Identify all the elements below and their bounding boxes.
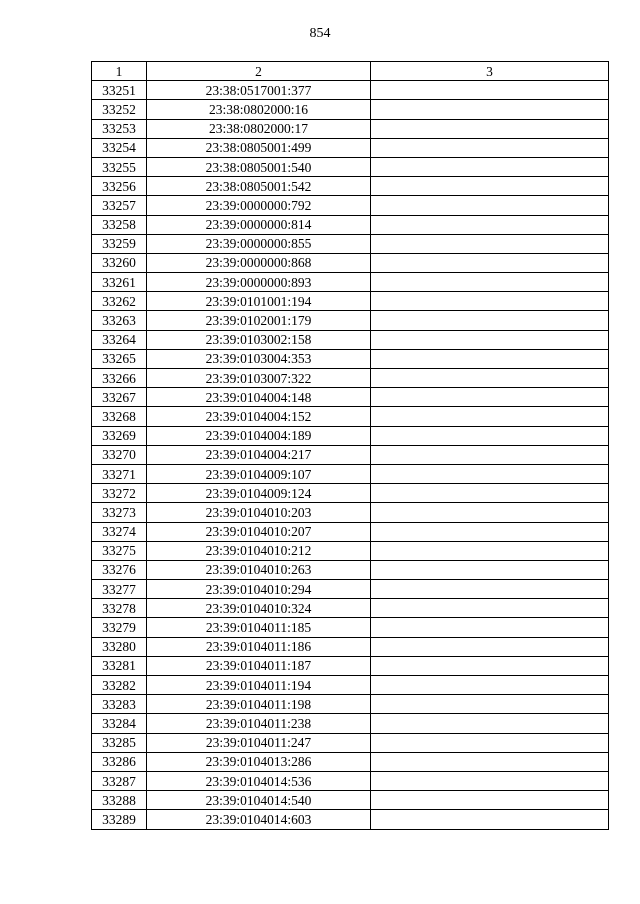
notes-cell [371, 157, 609, 176]
cadastral-number-cell: 23:39:0104011:247 [147, 733, 371, 752]
column-header-cadastral-number: 2 [147, 62, 371, 81]
notes-cell [371, 196, 609, 215]
page-number: 854 [309, 26, 331, 41]
table-row [92, 656, 609, 675]
row-number-cell: 33286 [92, 752, 147, 771]
table-row [92, 771, 609, 790]
row-number-cell: 33257 [92, 196, 147, 215]
notes-cell [371, 177, 609, 196]
notes-cell [371, 695, 609, 714]
cadastral-number-cell: 23:39:0101001:194 [147, 292, 371, 311]
row-number-cell: 33268 [92, 407, 147, 426]
notes-cell [371, 100, 609, 119]
table-row [92, 119, 609, 138]
notes-cell [371, 349, 609, 368]
row-number-cell: 33252 [92, 100, 147, 119]
cadastral-number-cell: 23:39:0104010:207 [147, 522, 371, 541]
notes-cell [371, 599, 609, 618]
cadastral-number-cell: 23:39:0104004:148 [147, 388, 371, 407]
cadastral-number-cell: 23:38:0805001:499 [147, 138, 371, 157]
notes-cell [371, 292, 609, 311]
row-number-cell: 33287 [92, 771, 147, 790]
table-row [92, 426, 609, 445]
table-row [92, 503, 609, 522]
registry-table [91, 61, 609, 830]
cadastral-number-cell: 23:39:0104010:212 [147, 541, 371, 560]
notes-cell [371, 541, 609, 560]
notes-cell [371, 656, 609, 675]
cadastral-number-cell: 23:39:0104011:238 [147, 714, 371, 733]
table-row [92, 292, 609, 311]
table-row [92, 273, 609, 292]
row-number-cell: 33253 [92, 119, 147, 138]
notes-cell [371, 369, 609, 388]
notes-cell [371, 330, 609, 349]
table-row [92, 253, 609, 272]
row-number-cell: 33276 [92, 560, 147, 579]
table-body [92, 81, 609, 829]
row-number-cell: 33275 [92, 541, 147, 560]
notes-cell [371, 752, 609, 771]
table-header [92, 62, 609, 81]
row-number-cell: 33284 [92, 714, 147, 733]
cadastral-number-cell: 23:39:0104004:189 [147, 426, 371, 445]
cadastral-number-cell: 23:39:0104010:203 [147, 503, 371, 522]
notes-cell [371, 560, 609, 579]
table-row [92, 369, 609, 388]
cadastral-number-cell: 23:39:0103004:353 [147, 349, 371, 368]
row-number-cell: 33266 [92, 369, 147, 388]
notes-cell [371, 733, 609, 752]
table-row [92, 714, 609, 733]
notes-cell [371, 119, 609, 138]
row-number-cell: 33274 [92, 522, 147, 541]
cadastral-number-cell: 23:39:0104014:603 [147, 810, 371, 829]
column-header-notes: 3 [371, 62, 609, 81]
table-row [92, 215, 609, 234]
row-number-cell: 33255 [92, 157, 147, 176]
notes-cell [371, 771, 609, 790]
row-number-cell: 33262 [92, 292, 147, 311]
notes-cell [371, 791, 609, 810]
cadastral-number-cell: 23:39:0104011:185 [147, 618, 371, 637]
cadastral-number-cell: 23:38:0802000:17 [147, 119, 371, 138]
row-number-cell: 33256 [92, 177, 147, 196]
cadastral-number-cell: 23:39:0104010:263 [147, 560, 371, 579]
notes-cell [371, 522, 609, 541]
table-row [92, 752, 609, 771]
row-number-cell: 33261 [92, 273, 147, 292]
notes-cell [371, 215, 609, 234]
notes-cell [371, 676, 609, 695]
table-row [92, 157, 609, 176]
notes-cell [371, 637, 609, 656]
notes-cell [371, 445, 609, 464]
row-number-cell: 33283 [92, 695, 147, 714]
cadastral-number-cell: 23:39:0000000:855 [147, 234, 371, 253]
cadastral-number-cell: 23:39:0104014:536 [147, 771, 371, 790]
row-number-cell: 33269 [92, 426, 147, 445]
table-row [92, 177, 609, 196]
cadastral-number-cell: 23:39:0104013:286 [147, 752, 371, 771]
cadastral-number-cell: 23:38:0805001:542 [147, 177, 371, 196]
cadastral-number-cell: 23:39:0104010:294 [147, 580, 371, 599]
table-row [92, 349, 609, 368]
row-number-cell: 33254 [92, 138, 147, 157]
table-row [92, 407, 609, 426]
table-row [92, 484, 609, 503]
cadastral-number-cell: 23:39:0104011:186 [147, 637, 371, 656]
cadastral-number-cell: 23:39:0102001:179 [147, 311, 371, 330]
table-row [92, 637, 609, 656]
cadastral-number-cell: 23:39:0103007:322 [147, 369, 371, 388]
table-row [92, 522, 609, 541]
row-number-cell: 33278 [92, 599, 147, 618]
cadastral-number-cell: 23:39:0000000:792 [147, 196, 371, 215]
table-row [92, 791, 609, 810]
cadastral-number-cell: 23:38:0805001:540 [147, 157, 371, 176]
row-number-cell: 33270 [92, 445, 147, 464]
cadastral-number-cell: 23:39:0103002:158 [147, 330, 371, 349]
header-row [92, 62, 609, 81]
row-number-cell: 33259 [92, 234, 147, 253]
cadastral-number-cell: 23:38:0802000:16 [147, 100, 371, 119]
cadastral-number-cell: 23:39:0104009:107 [147, 464, 371, 483]
notes-cell [371, 714, 609, 733]
notes-cell [371, 464, 609, 483]
table-row [92, 445, 609, 464]
cadastral-number-cell: 23:39:0000000:868 [147, 253, 371, 272]
row-number-cell: 33279 [92, 618, 147, 637]
row-number-cell: 33277 [92, 580, 147, 599]
table-row [92, 464, 609, 483]
notes-cell [371, 81, 609, 100]
notes-cell [371, 388, 609, 407]
table-row [92, 388, 609, 407]
row-number-cell: 33264 [92, 330, 147, 349]
table-row [92, 560, 609, 579]
table-row [92, 580, 609, 599]
cadastral-number-cell: 23:38:0517001:377 [147, 81, 371, 100]
row-number-cell: 33288 [92, 791, 147, 810]
row-number-cell: 33289 [92, 810, 147, 829]
notes-cell [371, 407, 609, 426]
notes-cell [371, 273, 609, 292]
notes-cell [371, 810, 609, 829]
cadastral-number-cell: 23:39:0104010:324 [147, 599, 371, 618]
table-row [92, 100, 609, 119]
table-row [92, 733, 609, 752]
row-number-cell: 33260 [92, 253, 147, 272]
table-row [92, 541, 609, 560]
row-number-cell: 33273 [92, 503, 147, 522]
cadastral-number-cell: 23:39:0104011:187 [147, 656, 371, 675]
row-number-cell: 33263 [92, 311, 147, 330]
table-row [92, 311, 609, 330]
row-number-cell: 33281 [92, 656, 147, 675]
row-number-cell: 33285 [92, 733, 147, 752]
notes-cell [371, 426, 609, 445]
row-number-cell: 33265 [92, 349, 147, 368]
notes-cell [371, 138, 609, 157]
table-row [92, 618, 609, 637]
row-number-cell: 33280 [92, 637, 147, 656]
notes-cell [371, 618, 609, 637]
table-row [92, 695, 609, 714]
table-row [92, 676, 609, 695]
cadastral-number-cell: 23:39:0104011:194 [147, 676, 371, 695]
cadastral-number-cell: 23:39:0104004:152 [147, 407, 371, 426]
notes-cell [371, 580, 609, 599]
row-number-cell: 33258 [92, 215, 147, 234]
cadastral-number-cell: 23:39:0000000:893 [147, 273, 371, 292]
notes-cell [371, 503, 609, 522]
row-number-cell: 33267 [92, 388, 147, 407]
table-row [92, 599, 609, 618]
cadastral-number-cell: 23:39:0104014:540 [147, 791, 371, 810]
notes-cell [371, 311, 609, 330]
column-header-number: 1 [92, 62, 147, 81]
table-row [92, 810, 609, 829]
table-row [92, 330, 609, 349]
notes-cell [371, 234, 609, 253]
notes-cell [371, 484, 609, 503]
notes-cell [371, 253, 609, 272]
table-row [92, 138, 609, 157]
cadastral-number-cell: 23:39:0000000:814 [147, 215, 371, 234]
table-row [92, 234, 609, 253]
row-number-cell: 33272 [92, 484, 147, 503]
row-number-cell: 33282 [92, 676, 147, 695]
cadastral-number-cell: 23:39:0104009:124 [147, 484, 371, 503]
cadastral-number-cell: 23:39:0104011:198 [147, 695, 371, 714]
table-row [92, 196, 609, 215]
table-row [92, 81, 609, 100]
row-number-cell: 33251 [92, 81, 147, 100]
row-number-cell: 33271 [92, 464, 147, 483]
cadastral-number-cell: 23:39:0104004:217 [147, 445, 371, 464]
